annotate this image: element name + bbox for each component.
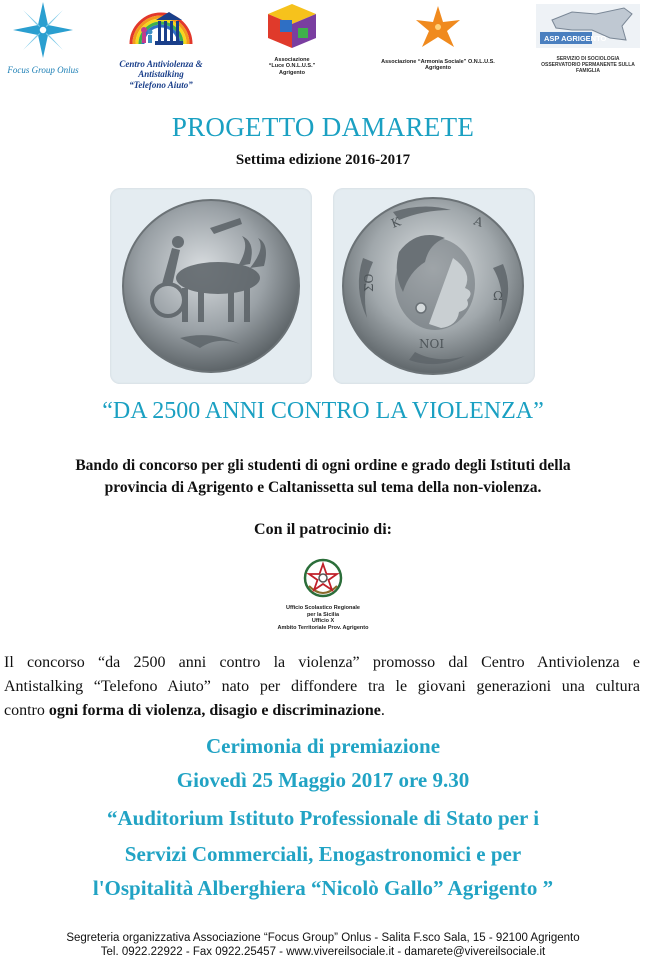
svg-text:A: A xyxy=(471,213,485,230)
centro-name-line2: “Telefono Aiuto” xyxy=(129,79,193,90)
sicily-map-icon xyxy=(532,0,644,52)
centro-name-line1: Centro Antiviolenza & Antistalking xyxy=(119,59,203,80)
asp-line2: OSSERVATORIO PERMANENTE SULLA FAMIGLIA xyxy=(541,61,635,74)
svg-text:Ω: Ω xyxy=(493,289,503,303)
svg-text:ΝΟΙ: ΝΟΙ xyxy=(419,337,445,351)
colored-cube-icon xyxy=(258,0,326,52)
patrocinio-heading: Con il patrocinio di: xyxy=(254,521,392,538)
footer-contacts: Tel. 0922.22922 - Fax 0922.25457 - www.vivereilsociale.it - damarete@vivereilsociale.it xyxy=(100,946,546,958)
ceremony-venue-line1: “Auditorium Istituto Professionale di Stato per i xyxy=(106,806,540,830)
italian-republic-emblem-icon xyxy=(301,556,345,600)
focus-group-logo xyxy=(0,0,86,75)
asp-line1: SERVIZIO DI SOCIOLOGIA xyxy=(556,56,620,62)
ceremony-venue-line3: l'Ospitalità Alberghiera “Nicolò Gallo” Agrigento ” xyxy=(92,876,554,900)
bando-line2: provincia di Agrigento e Caltanissetta sul tema della non-violenza. xyxy=(104,479,542,497)
luce-line1: Associazione xyxy=(274,57,310,63)
coin-quadriga-image xyxy=(110,188,312,384)
centro-antiviolenza-logo xyxy=(96,0,226,90)
starfish-icon xyxy=(372,0,504,54)
body-line3-pre: contro xyxy=(4,702,49,719)
bando-text xyxy=(10,455,636,500)
luce-line3: Agrigento xyxy=(279,69,305,76)
asp-badge: ASP AGRIGENTO xyxy=(544,34,607,43)
usr-line2: per la Sicilia xyxy=(306,611,340,618)
body-line3 xyxy=(4,699,640,723)
temple-rainbow-icon xyxy=(96,0,226,54)
coin-head-icon xyxy=(333,188,535,384)
usr-sicilia-emblem xyxy=(263,556,383,631)
armonia-line1: Associazione “Armonia Sociale” O.N.L.U.S. xyxy=(381,59,495,65)
coin-arethusa-image xyxy=(333,188,535,384)
focus-group-name: Focus Group Onlus xyxy=(7,65,79,75)
luce-onlus-logo xyxy=(258,0,326,76)
luce-line2: “Luce O.N.L.U.S.” xyxy=(268,63,316,70)
armonia-line2: Agrigento xyxy=(425,65,451,72)
ceremony-date: Giovedì 25 Maggio 2017 ore 9.30 xyxy=(176,768,470,792)
svg-text:K: K xyxy=(389,214,403,231)
armonia-sociale-logo xyxy=(372,0,504,72)
motto-heading: “DA 2500 ANNI CONTRO LA VIOLENZA” xyxy=(102,398,544,424)
body-line3-post: . xyxy=(380,702,385,719)
usr-line1: Ufficio Scolastico Regionale xyxy=(286,605,360,611)
concorso-description xyxy=(4,651,640,723)
compass-star-icon xyxy=(0,0,86,62)
body-line2: Antistalking “Telefono Aiuto” nato per diffondere tra le giovani generazioni una cultura xyxy=(4,678,640,695)
edition-subtitle: Settima edizione 2016-2017 xyxy=(235,152,411,168)
body-line1: Il concorso “da 2500 anni contro la violenza” promosso dal Centro Antiviolenza e xyxy=(4,654,640,671)
footer-secretariat: Segreteria organizzativa Associazione “Focus Group” Onlus - Salita F.sco Sala, 15 - 92100 Agrigento xyxy=(66,932,580,944)
ceremony-venue-line2: Servizi Commerciali, Enogastronomici e per xyxy=(124,842,522,866)
asp-agrigento-logo xyxy=(532,0,644,74)
svg-text:ΣΟ: ΣΟ xyxy=(362,273,376,292)
usr-line3: Ufficio X xyxy=(311,618,335,625)
usr-line4: Ambito Territoriale Prov. Agrigento xyxy=(277,624,369,631)
bando-line1: Bando di concorso per gli studenti di ogni ordine e grado degli Istituti della xyxy=(75,457,571,474)
coin-chariot-icon xyxy=(110,188,312,384)
body-line3-emphasis: ogni forma di violenza, disagio e discriminazione xyxy=(48,702,381,719)
page-title: PROGETTO DAMARETE xyxy=(171,112,475,142)
ceremony-heading: Cerimonia di premiazione xyxy=(205,734,441,758)
